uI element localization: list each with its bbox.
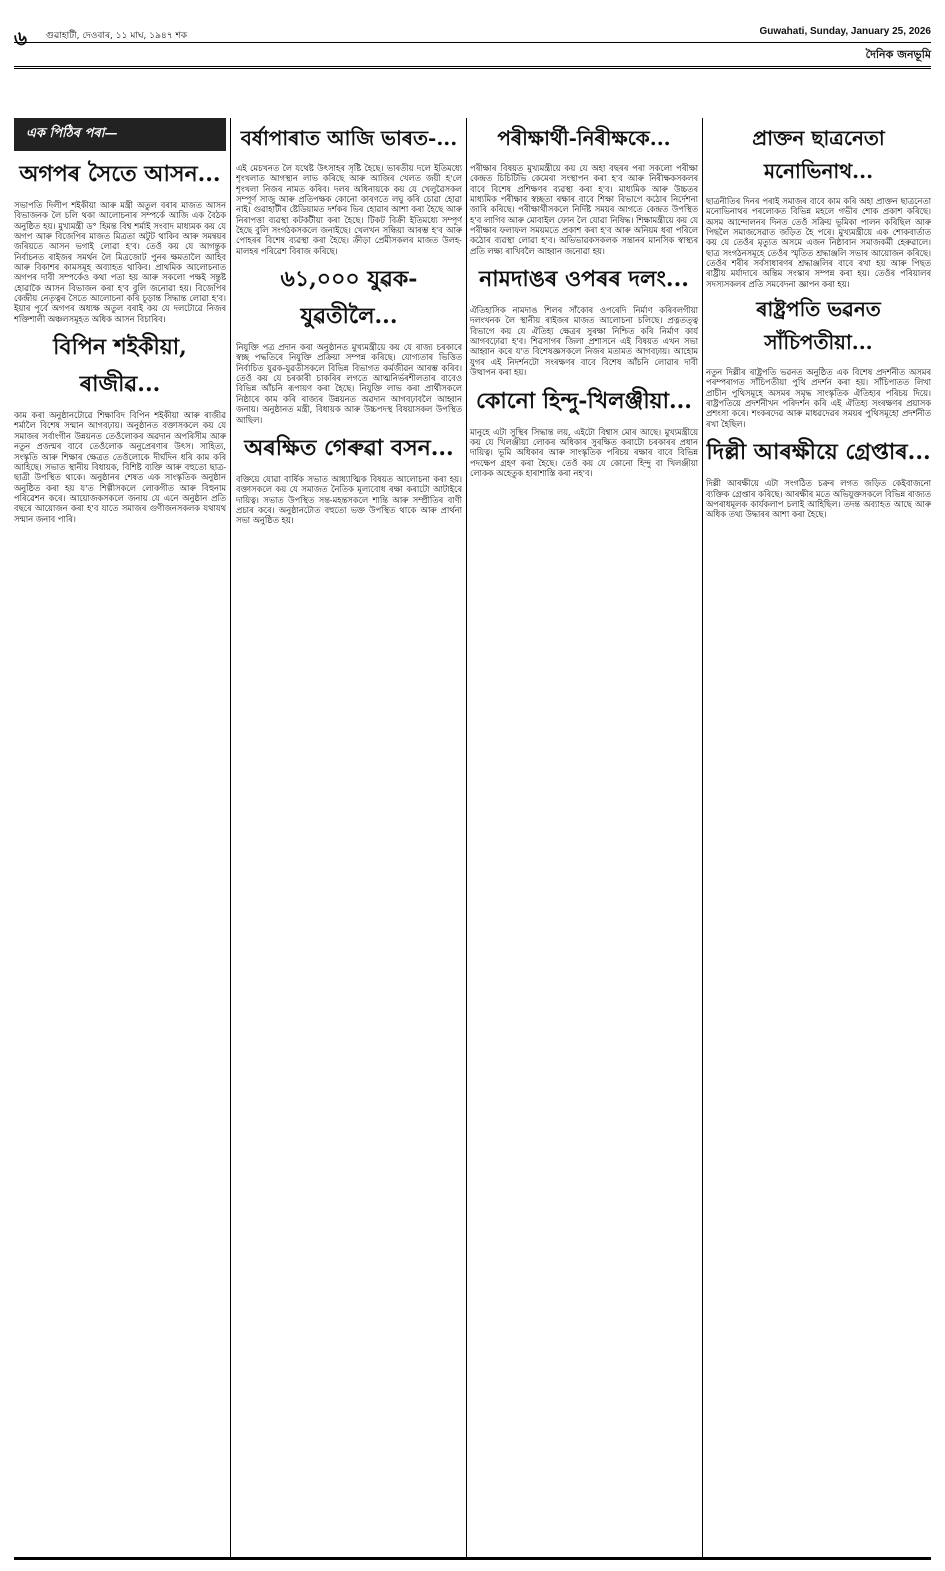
article-body: বক্তিয়ে যোৱা বাৰ্ষিক সভাত আধ্যাত্মিক বিষয়ত আলোচনা কৰা হয়। বক্তাসকলে কয় যে সমাজত নৈতিক মূল্যবোধ ৰক্ষা কৰাটো আটাইৰে দায়িত্ব। সভাত উপস্থিত সন্ত-মহন্তসকলে শান্তি আৰু সম্প্ৰীতিৰ বাণী প্ৰচাৰ কৰে। অনুষ্ঠানটোত বহুতো ভক্ত উপস্থিত থাকে আৰু প্ৰাৰ্থনা সভা অনুষ্ঠিত হয়।: [236, 473, 462, 526]
article-headline: পৰীক্ষাৰ্থী-নিৰীক্ষকে...: [497, 126, 671, 150]
page-bottom-rule: [14, 1557, 931, 1560]
column-1: [14, 118, 226, 1557]
article-body: মানুহে এটা সুস্থিৰ সিদ্ধান্ত লয়, এইটো বিশ্বাস মোৰ আছে। মুখ্যমন্ত্ৰীয়ে কয় যে খিলঞ্জীয়া লোকৰ অধিকাৰ সুৰক্ষিত কৰাটো চৰকাৰৰ প্ৰধান দায়িত্ব। ভূমি অধিকাৰ আৰু সাংস্কৃতিক পৰিচয় ৰক্ষাৰ বাবে বিভিন্ন পদক্ষেপ গ্ৰহণ কৰা হৈছে। তেওঁ কয় যে কোনো হিন্দু বা খিলঞ্জীয়া লোকক অহেতুক হাৰাশাস্তি কৰা নহ'ব।: [470, 426, 698, 478]
dateline-assamese: গুৱাহাটী, দেওবাৰ, ১১ মাঘ, ১৯৪৭ শক: [46, 31, 188, 41]
article-body: সভাপতি দিলীপ শইকীয়া আৰু মন্ত্ৰী অতুল বৰাৰ মাজত আসন বিভাজনক লৈ চলি থকা আলোচনাৰ সম্পৰ্কে আজি এক বৈঠক অনুষ্ঠিত হয়। মুখ্যমন্ত্ৰী ড° হিমন্ত বিশ্ব শৰ্মাই সংবাদ মাধ্যমক কয় যে অগপ আৰু বিজেপিৰ মাজত মিত্ৰতা অটুট থাকিব আৰু সমন্বয়ৰ জৰিয়তে আসন ভগাই লোৱা হ'ব। তেওঁ কয় যে আগন্তুক নিৰ্বাচনত ৰাইজৰ সমৰ্থন লৈ মিত্ৰজোট পুনৰ ক্ষমতালৈ আহিব আৰু বিকাশৰ কামসমূহ অব্যাহত থাকিব। প্ৰাথমিক আলোচনাত অগপৰ দাবী সম্পৰ্কেও কথা পতা হয় আৰু সকলো পক্ষই সন্তুষ্ট হোৱাকৈ আসন বিভাজন কৰা হ'ব বুলি জনোৱা হয়। বিজেপিৰ কেন্দ্ৰীয় নেতৃত্বৰ সৈতে আলোচনা কৰি চূড়ান্ত সিদ্ধান্ত লোৱা হ'ব। ইয়াৰ পূৰ্বে অগপৰ অধ্যক্ষ অতুল বৰাই কয় যে দলটোৱে নিজৰ শক্তিশালী অঞ্চলসমূহত অধিক আসন বিচাৰিব।: [14, 200, 226, 324]
column-3: [470, 118, 698, 1557]
paper-name: দৈনিক জনভূমি: [865, 48, 931, 61]
article-headline: বিপিন শইকীয়া, ৰাজীৱ...: [53, 334, 187, 398]
article-headline: অৰক্ষিত গেৰুৱা বসন...: [244, 434, 454, 461]
masthead-rule: [14, 42, 931, 43]
masthead-double-rule: [14, 66, 931, 69]
continued-from-front-kicker: এক পিঠিৰ পৰা—: [14, 118, 226, 151]
article-body: পৰীক্ষাৰ বিষয়ত মুখ্যমন্ত্ৰীয়ে কয় যে অহা বছৰৰ পৰা সকলো পৰীক্ষা কেন্দ্ৰত চিচিটিভি কেমেৰা সংস্থাপন কৰা হ'ব আৰু নিৰীক্ষকসকলৰ বাবে বিশেষ প্ৰশিক্ষণৰ ব্যৱস্থা কৰা হ'ব। মাধ্যমিক আৰু উচ্চতৰ মাধ্যমিক পৰীক্ষাৰ স্বচ্ছতা ৰক্ষাৰ বাবে শিক্ষা বিভাগে কঠোৰ নিৰ্দেশনা জাৰি কৰিছে। পৰীক্ষাৰ্থীসকলে নিৰ্দিষ্ট সময়ৰ আগতে কেন্দ্ৰত উপস্থিত হ'ব লাগিব আৰু মোবাইল ফোন লৈ যোৱা নিষিদ্ধ। শিক্ষামন্ত্ৰীয়ে কয় যে পৰীক্ষাৰ ফলাফল সময়মতে প্ৰকাশ কৰা হ'ব আৰু অনিয়ম ধৰা পৰিলে কঠোৰ ব্যৱস্থা লোৱা হ'ব। অভিভাৱকসকলক সন্তানৰ মানসিক স্বাস্থ্যৰ প্ৰতি লক্ষ্য ৰাখিবলৈ আহ্বান জনোৱা হয়।: [470, 163, 698, 256]
article-body: নতুন দিল্লীৰ ৰাষ্ট্ৰপতি ভৱনত অনুষ্ঠিত এক বিশেষ প্ৰদৰ্শনীত অসমৰ পৰম্পৰাগত সাঁচিপতীয়া পুথি প্ৰদৰ্শন কৰা হয়। সাঁচিপাতত লিখা প্ৰাচীন পুথিসমূহে অসমৰ সমৃদ্ধ সাংস্কৃতিক ঐতিহ্যৰ পৰিচয় দিয়ে। ৰাষ্ট্ৰপতিয়ে প্ৰদৰ্শনীখন পৰিদৰ্শন কৰি এই ঐতিহ্য সংৰক্ষণৰ প্ৰয়াসক প্ৰশংসা কৰে। শংকৰদেৱ আৰু মাধৱদেৱৰ সময়ৰ পুথিসমূহো প্ৰদৰ্শনীত ৰখা হৈছিল।: [706, 367, 931, 429]
column-divider: [702, 118, 703, 1557]
article-headline: বৰ্ষাপাৰাত আজি ভাৰত-...: [240, 126, 458, 150]
column-2: [236, 118, 462, 1557]
column-divider: [230, 118, 231, 1557]
dateline-english: Guwahati, Sunday, January 25, 2026: [759, 26, 931, 37]
article-headline: প্ৰাক্তন ছাত্ৰনেতা মনোভিনাথ...: [752, 126, 885, 183]
article-headline: দিল্লী আৰক্ষীয়ে গ্ৰেপ্তাৰ...: [706, 439, 931, 466]
article-body: নিযুক্তি পত্ৰ প্ৰদান কৰা অনুষ্ঠানত মুখ্যমন্ত্ৰীয়ে কয় যে ৰাজ্য চৰকাৰে স্বচ্ছ পদ্ধতিৰে নিযুক্তি প্ৰক্ৰিয়া সম্পন্ন কৰিছে। যোগ্যতাৰ ভিত্তিত নিৰ্বাচিত যুৱক-যুৱতীসকলে বিভিন্ন বিভাগত কৰ্মজীৱন আৰম্ভ কৰিব। তেওঁ কয় যে চৰকাৰী চাকৰিৰ লগতে আত্মনিৰ্ভৰশীলতাৰ বাবেও বিভিন্ন আঁচনি ৰূপায়ণ কৰা হৈছে। নিযুক্তি লাভ কৰা প্ৰাৰ্থীসকলে নিষ্ঠাৰে কাম কৰি ৰাজ্যৰ উন্নয়নত অৱদান আগবঢ়াবলৈ আহ্বান জনায়। অনুষ্ঠানত মন্ত্ৰী, বিধায়ক আৰু উচ্চপদস্থ বিষয়াসকল উপস্থিত আছিল।: [236, 342, 462, 425]
article-headline: অগপৰ সৈতে আসন...: [19, 161, 221, 187]
masthead: [14, 22, 931, 70]
column-divider: [466, 118, 467, 1557]
article-body: ছাত্ৰনীতিৰ দিনৰ পৰাই সমাজৰ বাবে কাম কৰি অহা প্ৰাক্তন ছাত্ৰনেতা মনোভিনাথৰ পৰলোকত বিভিন্ন মহলে গভীৰ শোক প্ৰকাশ কৰিছে। অসম আন্দোলনৰ দিনত তেওঁ সক্ৰিয় ভূমিকা পালন কৰিছিল আৰু পিছলৈ সমাজসেৱাত জড়িত হৈ পৰে। মুখ্যমন্ত্ৰীয়ে এক শোকবাৰ্তাত কয় যে তেওঁৰ মৃত্যুত অসমে এজন নিষ্ঠাবান সমাজকৰ্মী হেৰুৱালে। ছাত্ৰ সংগঠনসমূহে তেওঁৰ স্মৃতিত শ্ৰদ্ধাঞ্জলি সভাৰ আয়োজন কৰিছে। তেওঁৰ শৰীৰ সৰ্বসাধাৰণৰ শ্ৰদ্ধাঞ্জলিৰ বাবে ৰখা হয় আৰু পিছত ৰাষ্ট্ৰীয় মৰ্যাদাৰে অন্তিম সংস্কাৰ সম্পন্ন কৰা হয়। তেওঁৰ পৰিয়ালৰ সদস্যসকলৰ প্ৰতি সমবেদনা জ্ঞাপন কৰা হয়।: [706, 196, 931, 289]
article-body: কাম কৰা অনুষ্ঠানটোৱে শিক্ষাবিদ বিপিন শইকীয়া আৰু ৰাজীৱ শৰ্মালৈ বিশেষ সন্মান আগবঢ়ায়। অনুষ্ঠানত বক্তাসকলে কয় যে সমাজৰ সৰ্বাংগীন উন্নয়নত তেওঁলোকৰ অৱদান অপৰিসীম আৰু নতুন প্ৰজন্মৰ বাবে তেওঁলোক অনুপ্ৰেৰণাৰ উৎস। সাহিত্য, সংস্কৃতি আৰু শিক্ষাৰ ক্ষেত্ৰত তেওঁলোকে দীৰ্ঘদিন ধৰি কাম কৰি আহিছে। সভাত স্থানীয় বিধায়ক, বিশিষ্ট ব্যক্তি আৰু বহুতো ছাত্ৰ-ছাত্ৰী উপস্থিত থাকে। অনুষ্ঠানৰ শেষত এক সাংস্কৃতিক অনুষ্ঠান অনুষ্ঠিত কৰা হয় য'ত শিল্পীসকলে লোকগীত আৰু বিহুনাম পৰিৱেশন কৰে। আয়োজকসকলে জনায় যে এনে অনুষ্ঠান প্ৰতি বছৰে আয়োজন কৰা হ'ব যাতে সমাজৰ গুণীজনসকলক যথাযথ সন্মান জনাব পাৰি।: [14, 410, 226, 524]
article-headline: কোনো হিন্দু-খিলঞ্জীয়া...: [476, 387, 692, 414]
article-body: ঐতিহাসিক নামদাঙ শিলৰ সাঁকোৰ ওপৰেদি নিৰ্মাণ কৰিবলগীয়া দলংখনক লৈ স্থানীয় ৰাইজৰ মাজত আলোচনা চলিছে। প্ৰত্নতত্ত্ব বিভাগে কয় যে ঐতিহ্য ক্ষেত্ৰৰ সুৰক্ষা নিশ্চিত কৰি নিৰ্মাণ কাৰ্য আগবঢ়োৱা হ'ব। শিৱসাগৰ জিলা প্ৰশাসনে এই বিষয়ত এখন সভা আহ্বান কৰে য'ত বিশেষজ্ঞসকলে নিজৰ মতামত আগবঢ়ায়। আহোম যুগৰ এই নিদৰ্শনটো সংৰক্ষণৰ বাবে বিশেষ আঁচনি লোৱাৰ দাবী উত্থাপন কৰা হয়।: [470, 305, 698, 378]
article-headline: ৰাষ্ট্ৰপতি ভৱনত সাঁচিপতীয়া...: [756, 297, 881, 355]
article-headline: ৬১,০০০ যুৱক-যুৱতীলৈ...: [280, 266, 418, 330]
column-4: [706, 118, 931, 1557]
article-body: দিল্লী আৰক্ষীয়ে এটা সংগঠিত চক্ৰৰ লগত জড়িত কেইবাজনো ব্যক্তিক গ্ৰেপ্তাৰ কৰিছে। আৰক্ষীৰ মতে অভিযুক্তসকলে বিভিন্ন ৰাজ্যত অপৰাধমূলক কাৰ্যকলাপ চলাই আহিছিল। তদন্ত অব্যাহত আছে আৰু অধিক তথ্য উদ্ধাৰৰ আশা কৰা হৈছে।: [706, 478, 931, 520]
article-headline: নামদাঙৰ ওপৰৰ দলং...: [479, 266, 689, 293]
article-body: এই মেচখনত লৈ যথেষ্ট উৎসাহৰ সৃষ্টি হৈছে। ভাৰতীয় দলে ইতিমধ্যে শৃংখলাত আগস্থান লাভ কৰিছে আৰু আজিৰ খেলত জয়ী হ'লে শৃংখলা নিজৰ নামত কৰিব। দলৰ অধিনায়কে কয় যে খেলুৱৈসকল সম্পূৰ্ণ সাজু আৰু প্ৰতিপক্ষক কোনো কাৰণতে লঘু কৰি চোৱা হোৱা নাই। গুৱাহাটীৰ ষ্টেডিয়ামত দৰ্শকৰ ভিৰ হোৱাৰ আশা কৰা হৈছে আৰু নিৰাপত্তা ব্যৱস্থা কটকটীয়া কৰা হৈছে। টিকট বিক্ৰী ইতিমধ্যে সম্পূৰ্ণ হৈছে বুলি সংগঠকসকলে জনাইছে। খেলখন সন্ধিয়া আৰম্ভ হ'ব আৰু পোহৰৰ বিশেষ ব্যৱস্থা কৰা হৈছে। ক্ৰীড়া প্ৰেমীসকলৰ মাজত উলহ-মালহৰ পৰিৱেশ বিৰাজ কৰিছে।: [236, 163, 462, 256]
page-number: ৬: [14, 26, 28, 50]
